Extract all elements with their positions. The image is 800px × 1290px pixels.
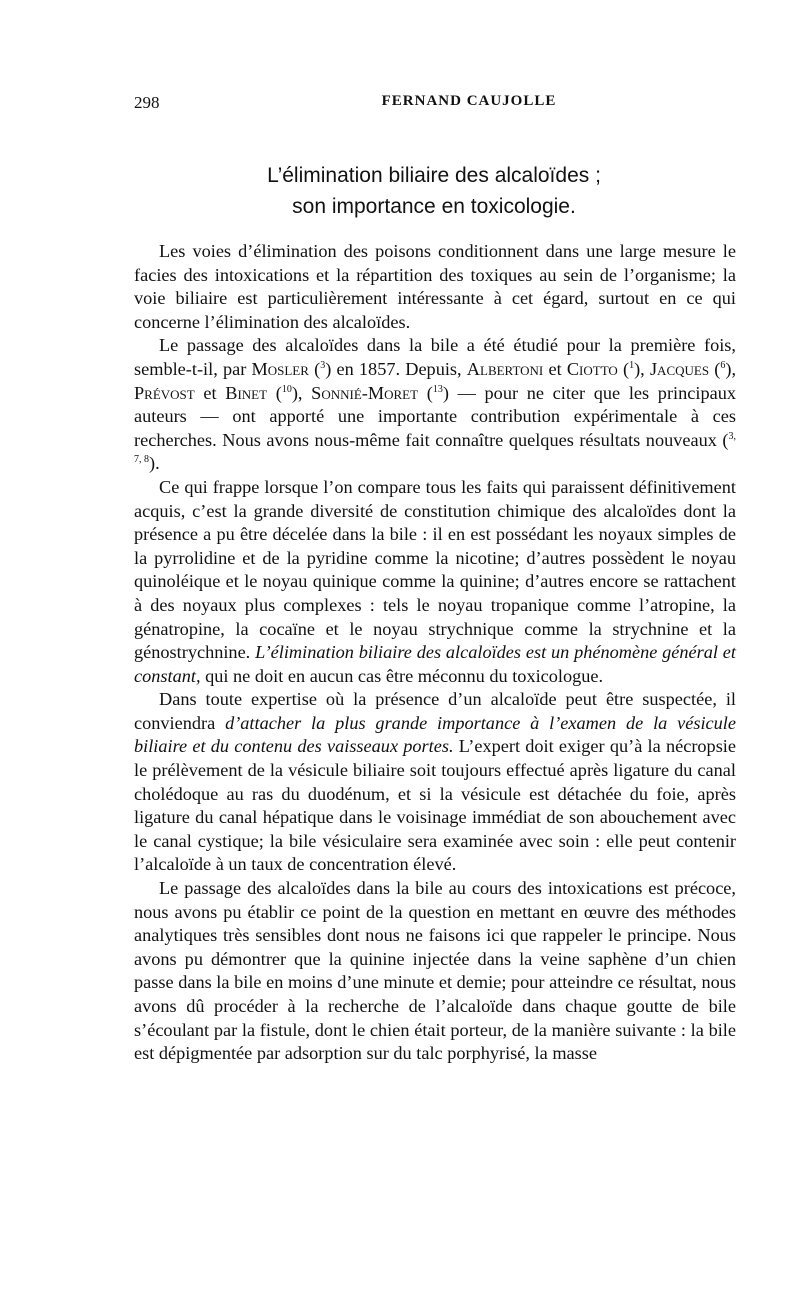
paragraph-4 — [134, 688, 736, 877]
author-sonnie-moret: Sonnié-Moret — [311, 382, 419, 403]
author-mosler: Mosler — [251, 358, 309, 379]
ref-jacques: 6 — [720, 359, 726, 371]
author-jacques: Jacques — [649, 358, 710, 379]
paragraph-3 — [134, 476, 736, 688]
paragraph-2-text-4: , — [640, 358, 650, 379]
ref-binet: 10 — [281, 383, 292, 395]
title-line-1: L’élimination biliaire des alcaloïdes ; — [267, 164, 601, 187]
ref-mosler: 3 — [320, 359, 326, 371]
paragraph-5: Le passage des alcaloïdes dans la bile au cours des intoxications est précoce, nous avons pu établir ce point de la question en mettant en œuvre des méthodes analytiques très sensibles dont nous ne faisons ici que rappeler le principe. Nous avons pu démontrer que la quinine injectée dans la veine saphène d’un chien passe dans la bile en moins d’une minute et demie; pour atteindre ce résultat, nous avons dû procéder à la recherche de l’alcaloïde dans chaque goutte de bile s’écoulant par la fistule, dont le chien était porteur, de la manière suivante : la bile est dépigmentée par adsorption sur du talc porphyrisé, la masse — [134, 878, 736, 1064]
paragraph-2-text-6: et — [194, 382, 226, 403]
paragraph-4-text-2: L’expert doit exiger qu’à la nécropsie le prélèvement de la vésicule biliaire soit toujours effectué après ligature du canal cholédoque au ras du duodénum, et si la vésicule est détachée du foie, après ligature du canal hépatique dans le voisinage immédiat de son abouchement avec le canal cystique; la bile vésiculaire sera examinée avec soin : elle peut contenir l’alcaloïde à un taux de concentration élevé. — [134, 736, 736, 875]
running-head-author: FERNAND CAUJOLLE — [381, 93, 557, 109]
paragraph-2-text-3: et — [543, 358, 567, 379]
paragraph-2-text-2: en 1857. Depuis, — [331, 358, 467, 379]
paragraph-1: Les voies d’élimination des poisons conditionnent dans une large mesure le facies des intoxications et la répartition des toxiques au sein de l’organisme; la voie biliaire est particulièrement intéressante à cet égard, surtout en ce qui concerne l’élimination des alcaloïdes. — [134, 241, 736, 332]
ref-sonnie-moret: 13 — [432, 383, 443, 395]
article-title — [134, 160, 734, 222]
article-body — [134, 240, 736, 1066]
paragraph-2-text-1: Le passage des alcaloïdes dans la bile a été étudié pour la première fois, semble-t-il, par — [134, 335, 736, 379]
paragraph-2-text-8: — pour ne citer que les principaux auteurs — ont apporté une importante contribution expérimentale à ces recherches. Nous avons nous-même fait connaître quelques résultats nouveaux ( — [134, 382, 736, 450]
paragraph-2-text-7: , — [297, 382, 312, 403]
paragraph-2-text-5: , — [731, 358, 737, 379]
paragraph-2-text-9: ). — [149, 453, 160, 474]
paragraph-4-emphasis: d’attacher la plus grande importance à l’examen de la vésicule biliaire et du contenu des vaisseaux portes. — [134, 712, 736, 757]
paragraph-2: Le passage des alcaloïdes dans la bile a été étudié pour la première fois, semble-t-il, par Mosler ($^3$) en 1857. Depuis, Albertoni et Ciotto ($^1$), Jacques ($^6$), Prévost et Binet ($^{10}$), Sonnié-Moret ($^{13}$) — pour ne citer que les principaux auteurs — ont apporté une importante contribution expérimentale à ces recherches. Nous avons nous-même fait connaître quelques résultats nouveaux ($^{3, 7, 8}$). — [134, 335, 737, 474]
author-binet: Binet — [225, 382, 268, 403]
paragraph-3-emphasis: L’élimination biliaire des alcaloïdes est un phénomène général et constant, — [134, 642, 736, 686]
page-header — [134, 93, 734, 113]
paragraph-4-text-1: Dans toute expertise où la présence d’un alcaloïde peut être suspectée, il conviendra — [134, 689, 736, 733]
paragraph-3-text-1: Ce qui frappe lorsque l’on compare tous les faits qui paraissent définitivement acquis, c’est la grande diversité de constitution chimique des alcaloïdes dont la présence a pu être décelée dans la bile : il en est possédant les noyaux simples de la pyrrolidine et de la pyridine comme la nicotine; d’autres possèdent le noyau quinoléique et le noyau quinique comme la quinine; d’autres encore se rattachent à des noyaux plus complexes : tels le noyau tropanique comme l’atropine, la génatropine, la cocaïne et le noyau strychnique comme la strychnine et la génostrychnine. — [134, 476, 736, 663]
author-prevost: Prévost — [134, 382, 195, 403]
page-number: 298 — [134, 93, 160, 112]
author-albertoni: Albertoni — [466, 358, 544, 379]
ref-ciotto: 1 — [629, 359, 635, 371]
author-ciotto: Ciotto — [566, 358, 618, 379]
paragraph-3-text-2: qui ne doit en aucun cas être méconnu du toxicologue. — [200, 665, 604, 686]
title-line-2: son importance en toxicologie. — [292, 195, 576, 218]
ref-own-works: 3, 7, 8 — [134, 430, 736, 466]
